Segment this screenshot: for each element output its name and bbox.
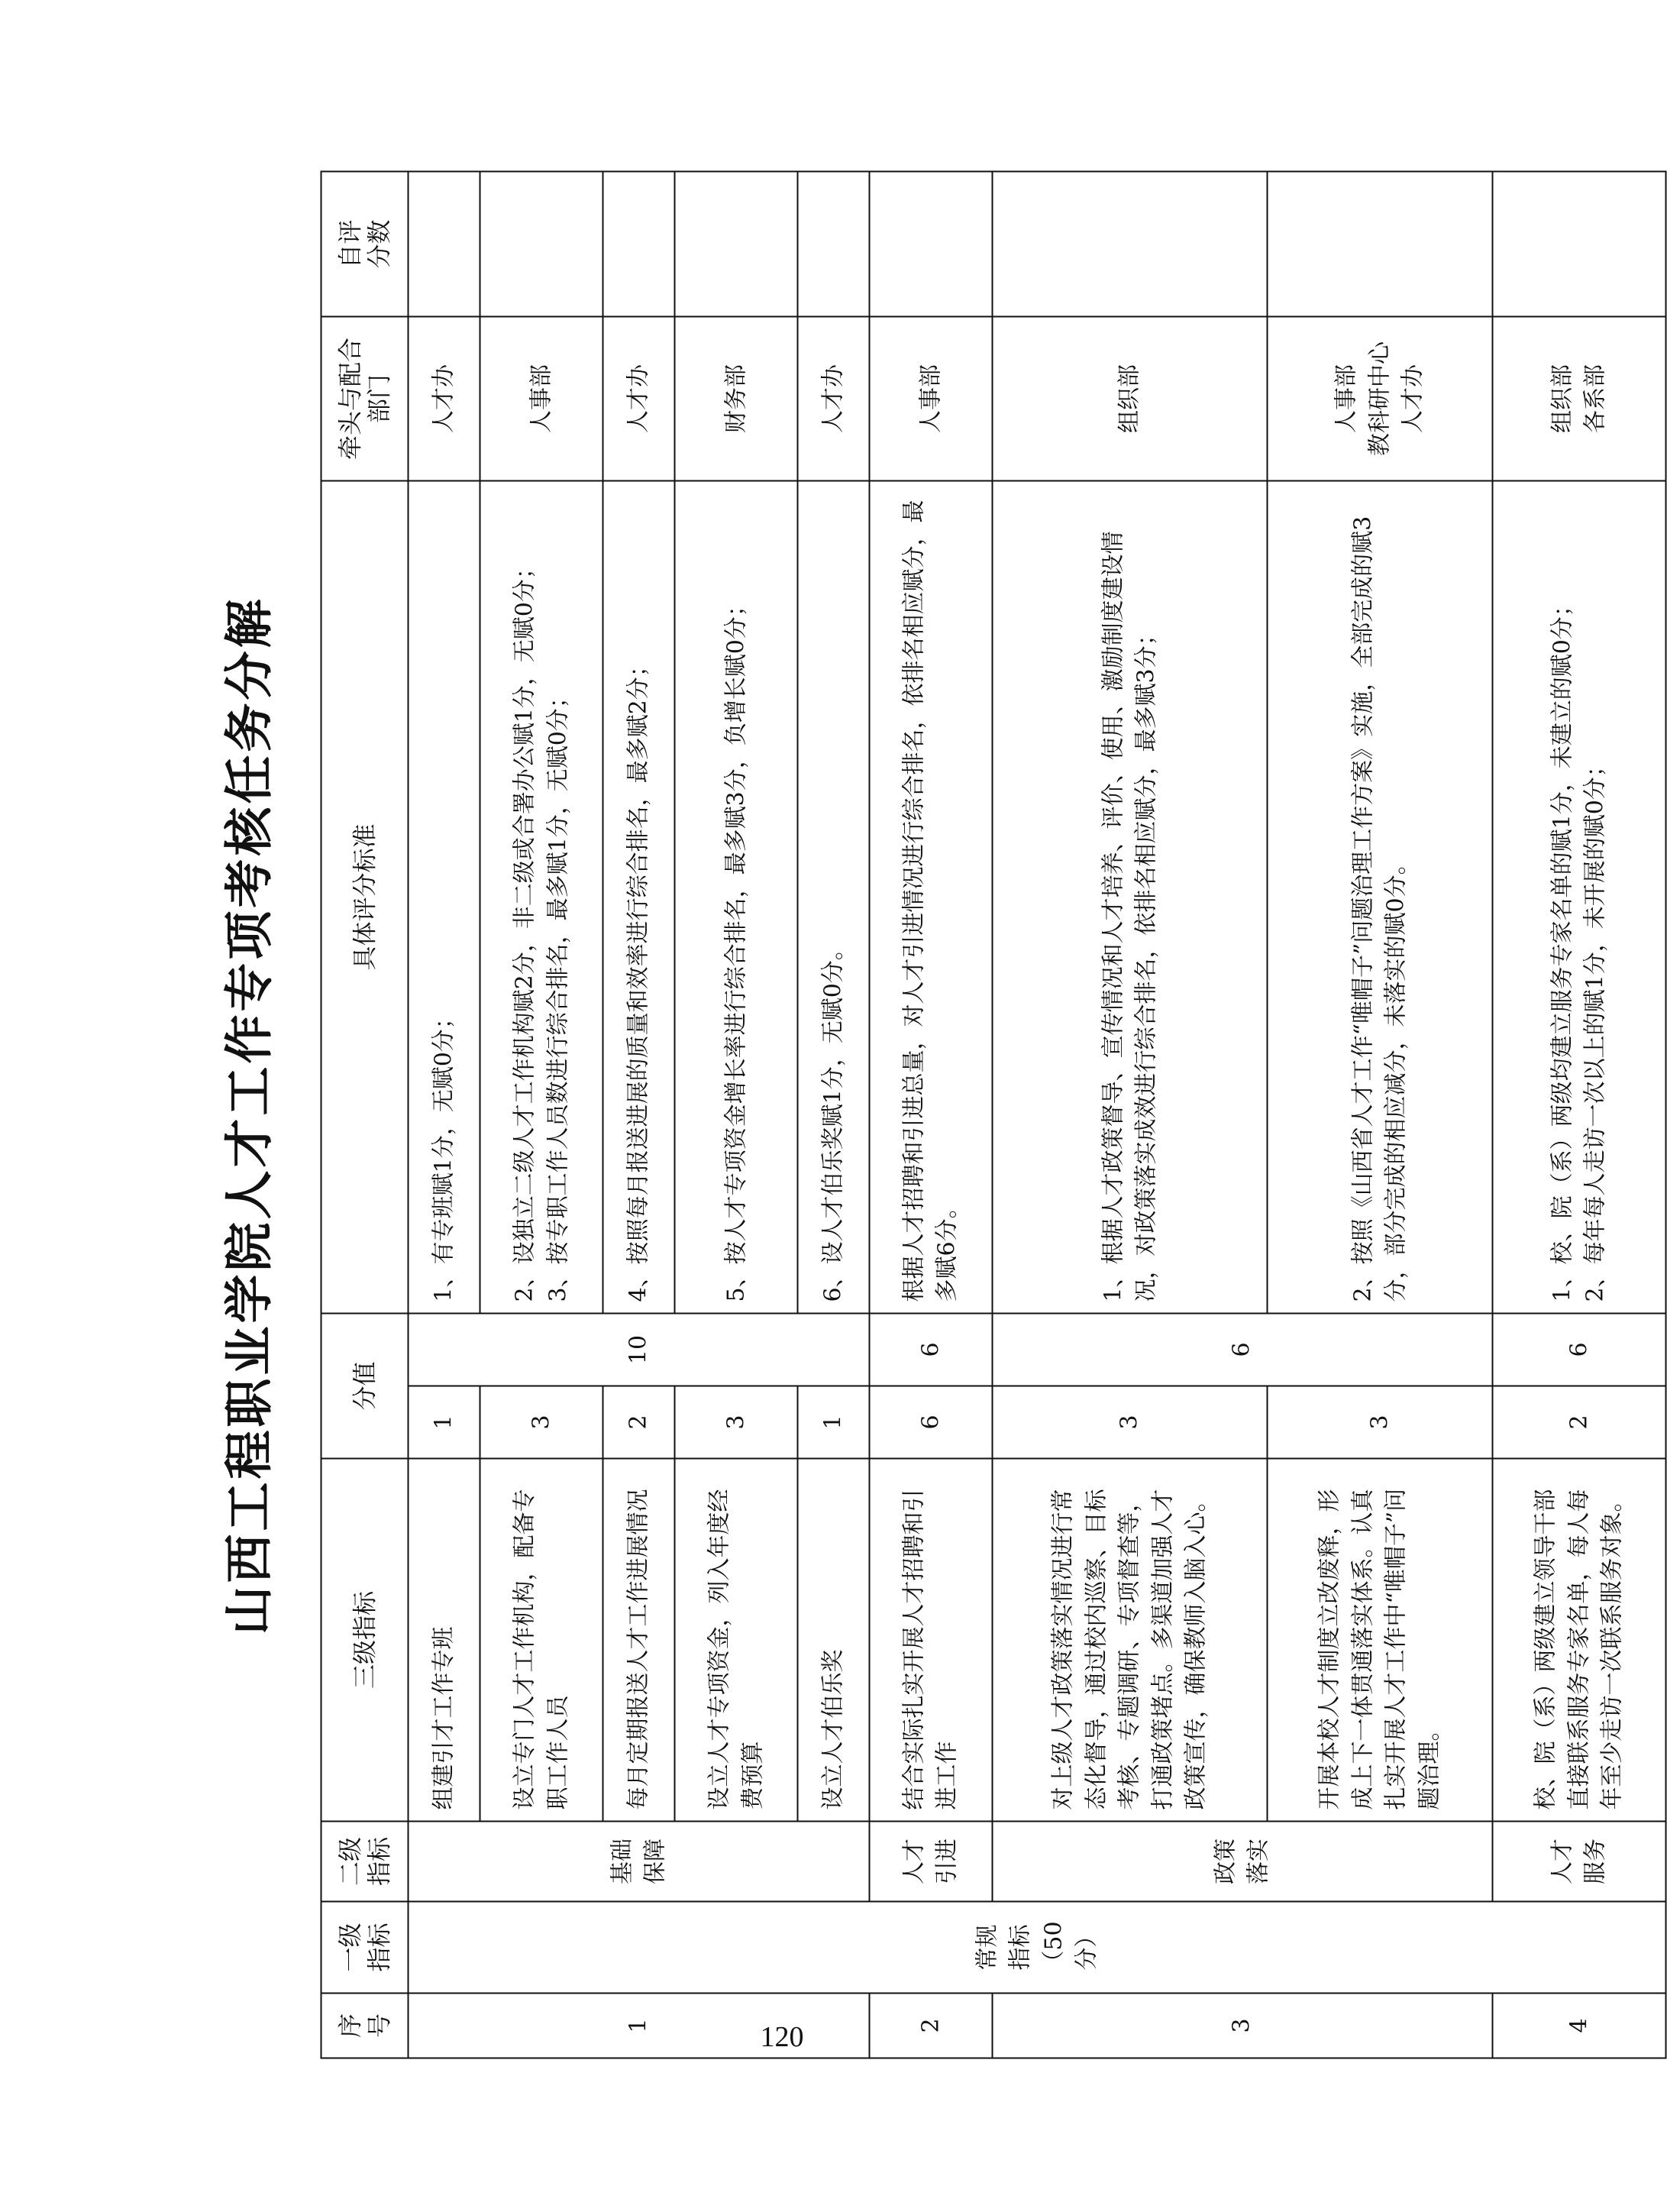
criteria-item: 2、按照《山西省人才工作“唯帽子”问题治理工作方案》实施，全部完成的赋3分，部分完成的相应减分，未落实的赋0分。 xyxy=(1349,516,1410,1302)
table-row xyxy=(870,171,993,2058)
criteria-item: 3、按专职工作人员数进行综合排名，最多赋1分，无赋0分； xyxy=(544,684,572,1302)
score-cell: 1 xyxy=(409,1386,480,1458)
level3-cell: 结合实际扎实开展人才招聘和引进工作 xyxy=(870,1458,993,1821)
criteria-item: 5、按人才专项资金增长率进行综合排名，最多赋3分，负增长赋0分； xyxy=(722,593,750,1302)
criteria-cell xyxy=(603,480,674,1313)
dept-cell: 组织部 各系部 xyxy=(1492,316,1666,480)
assessment-table xyxy=(321,170,1667,2058)
criteria-item: 1、根据人才政策督导、宣传情况和人才培养、评价、使用、激励制度建设情况，对政策落实成效进行综合排名，依排名相应赋分，最多赋3分； xyxy=(1100,530,1160,1302)
group-score-cell: 10 xyxy=(409,1313,870,1386)
self-score-cell xyxy=(797,171,869,316)
criteria-item: 1、校、院（系）两级均建立服务专家名单的赋1分，未建立的赋0分； xyxy=(1549,593,1576,1302)
table-row xyxy=(480,171,603,2058)
level2-cell: 人才 引进 xyxy=(870,1821,993,1901)
seq-cell: 4 xyxy=(1492,1993,1666,2058)
table-row xyxy=(409,171,480,2058)
score-cell: 6 xyxy=(870,1386,993,1458)
seq-cell: 2 xyxy=(870,1993,993,2058)
dept-cell: 人才办 xyxy=(409,316,480,480)
self-score-cell xyxy=(409,171,480,316)
dept-cell: 人才办 xyxy=(603,316,674,480)
criteria-item: 1、有专班赋1分，无赋0分； xyxy=(430,1005,457,1302)
table-row xyxy=(797,171,869,2058)
level3-cell: 设立人才专项资金，列入年度经费预算 xyxy=(675,1458,798,1821)
level3-cell: 开展本校人才制度立改废释，形成上下一体贯通落实体系。认真扎实开展人才工作中“唯帽子”问题治理。 xyxy=(1268,1458,1492,1821)
group-score-cell: 6 xyxy=(870,1313,993,1386)
criteria-item: 2、设独立二级人才工作机构赋2分，非二级或合署办公赋1分，无赋0分； xyxy=(511,555,538,1302)
score-cell: 2 xyxy=(603,1386,674,1458)
self-score-cell xyxy=(480,171,603,316)
header-score: 分值 xyxy=(321,1313,409,1458)
criteria-item: 4、按照每月报送进展的质量和效率进行综合排名，最多赋2分； xyxy=(625,653,652,1302)
level2-cell: 基础 保障 xyxy=(409,1821,870,1901)
level1-cell: 常规 指标 （50分） xyxy=(409,1901,1666,1993)
criteria-cell xyxy=(797,480,869,1313)
criteria-cell xyxy=(409,480,480,1313)
level3-cell: 校、院（系）两级建立领导干部直接联系服务专家名单，每人每年至少走访一次联系服务对象。 xyxy=(1492,1458,1666,1821)
score-cell: 2 xyxy=(1492,1386,1666,1458)
dept-cell: 人事部 xyxy=(480,316,603,480)
self-score-cell xyxy=(603,171,674,316)
header-level3: 三级指标 xyxy=(321,1458,409,1821)
level3-cell: 设立人才伯乐奖 xyxy=(797,1458,869,1821)
dept-cell: 组织部 xyxy=(992,316,1268,480)
level3-cell: 组建引才工作专班 xyxy=(409,1458,480,1821)
score-cell: 3 xyxy=(992,1386,1268,1458)
criteria-cell xyxy=(1492,480,1666,1313)
criteria-cell xyxy=(870,480,993,1313)
dept-cell: 人事部 xyxy=(870,316,993,480)
table-body xyxy=(409,171,1666,2058)
level3-cell: 设立专门人才工作机构，配备专职工作人员 xyxy=(480,1458,603,1821)
seq-cell: 1 xyxy=(409,1993,870,2058)
level3-cell: 对上级人才政策落实情况进行常态化督导，通过校内巡察、目标考核、专题调研、专项督查等，打通政策堵点。多渠道加强人才政策宣传，确保教师入脑入心。 xyxy=(992,1458,1268,1821)
header-level1: 一级 指标 xyxy=(321,1901,409,1993)
seq-cell: 3 xyxy=(992,1993,1492,2058)
document-title: 山西工程职业学院人才工作专项考核任务分解 xyxy=(221,596,279,1635)
group-score-cell: 6 xyxy=(992,1313,1492,1386)
level3-cell: 每月定期报送人才工作进展情况 xyxy=(603,1458,674,1821)
header-criteria: 具体评分标准 xyxy=(321,480,409,1313)
level2-cell: 人才 服务 xyxy=(1492,1821,1666,1901)
table-row xyxy=(1268,171,1492,2058)
level2-cell: 政策 落实 xyxy=(992,1821,1492,1901)
criteria-cell xyxy=(1268,480,1492,1313)
header-level2: 二级 指标 xyxy=(321,1821,409,1901)
dept-cell: 财务部 xyxy=(675,316,798,480)
score-cell: 3 xyxy=(480,1386,603,1458)
score-cell: 3 xyxy=(1268,1386,1492,1458)
score-cell: 3 xyxy=(675,1386,798,1458)
self-score-cell xyxy=(1492,171,1666,316)
table-row xyxy=(603,171,674,2058)
self-score-cell xyxy=(870,171,993,316)
dept-cell: 人事部 教科研中心 人才办 xyxy=(1268,316,1492,480)
landscape-sheet xyxy=(205,172,1667,2058)
self-score-cell xyxy=(675,171,798,316)
header-dept: 牵头与配合 部门 xyxy=(321,316,409,480)
table-row xyxy=(1492,171,1666,2058)
self-score-cell xyxy=(1268,171,1492,316)
header-self-score: 自评 分数 xyxy=(321,171,409,316)
score-cell: 1 xyxy=(797,1386,869,1458)
header-seq: 序号 xyxy=(321,1993,409,2058)
criteria-cell xyxy=(992,480,1268,1313)
dept-cell: 人才办 xyxy=(797,316,869,480)
table-row xyxy=(675,171,798,2058)
criteria-item: 6、设人才伯乐奖赋1分，无赋0分。 xyxy=(819,936,847,1302)
criteria-cell xyxy=(480,480,603,1313)
group-score-cell: 6 xyxy=(1492,1313,1666,1386)
header-row xyxy=(321,171,409,2058)
page-number: 120 xyxy=(760,2021,804,2053)
table-row xyxy=(992,171,1268,2058)
criteria-item: 根据人才招聘和引进总量，对人才引进情况进行综合排名，依排名相应赋分，最多赋6分。 xyxy=(900,499,961,1302)
criteria-cell xyxy=(675,480,798,1313)
self-score-cell xyxy=(992,171,1268,316)
criteria-item: 2、每年每人走访一次以上的赋1分，未开展的赋0分； xyxy=(1581,753,1609,1302)
